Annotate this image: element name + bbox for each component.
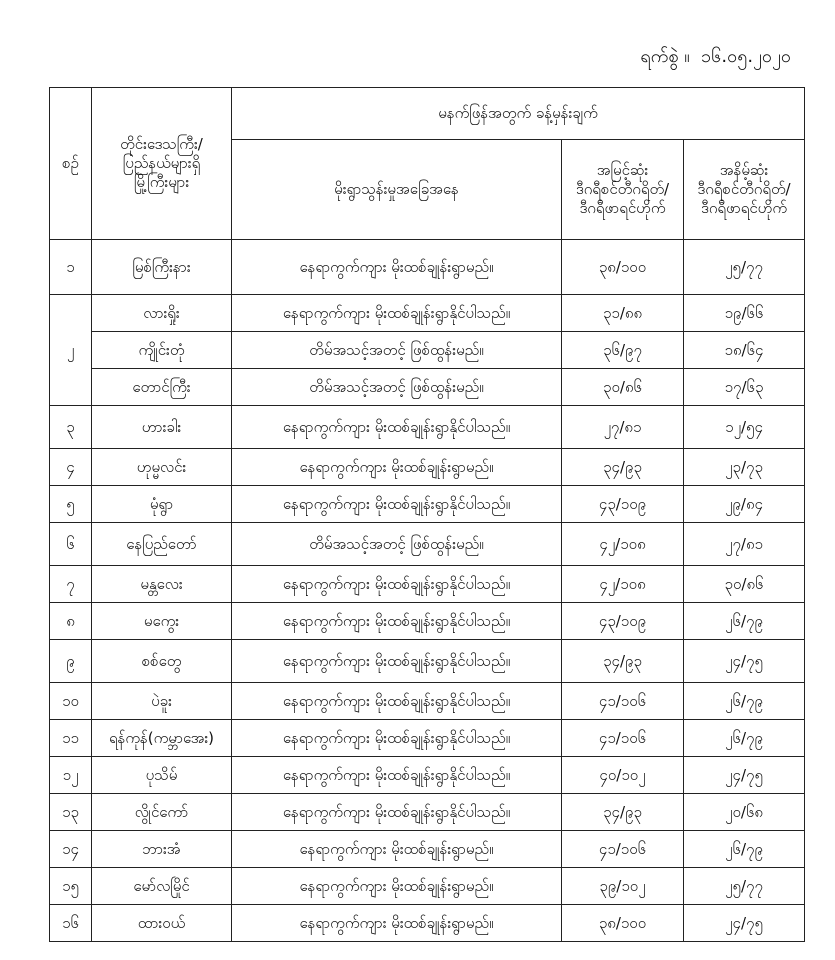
header-min-line-2: ဒီဂရီစင်တီဂရိတ်/	[697, 180, 791, 199]
cell-min-temp: ၂၀/၆၈	[684, 794, 805, 831]
cell-rain-condition: တိမ်အသင့်အတင့် ဖြစ်ထွန်းမည်။	[232, 332, 562, 369]
cell-rain-condition: နေရာကွက်ကျား မိုးထစ်ချုန်းရွာမည်။	[232, 831, 562, 868]
table-row	[50, 486, 805, 523]
cell-rain-condition: နေရာကွက်ကျား မိုးထစ်ချုန်းရွာနိုင်ပါသည်။	[232, 486, 562, 523]
cell-max-temp: ၃၀/၈၆	[562, 369, 684, 406]
cell-rain-condition: တိမ်အသင့်အတင့် ဖြစ်ထွန်းမည်။	[232, 369, 562, 406]
cell-city: မြစ်ကြီးနား	[92, 240, 232, 295]
cell-rain-condition: နေရာကွက်ကျား မိုးထစ်ချုန်းရွာမည်။	[232, 240, 562, 295]
header-min-line-3: ဒီဂရီဖာရင်ဟိုက်	[701, 198, 788, 217]
cell-rain-condition: နေရာကွက်ကျား မိုးထစ်ချုန်းရွာနိုင်ပါသည်။	[232, 794, 562, 831]
forecast-table	[49, 87, 805, 942]
cell-rain-condition: နေရာကွက်ကျား မိုးထစ်ချုန်းရွာနိုင်ပါသည်။	[232, 757, 562, 794]
cell-city: မုံရွာ	[92, 486, 232, 523]
table-row	[50, 566, 805, 603]
cell-max-temp: ၃၆/၉၇	[562, 332, 684, 369]
cell-rain-condition: တိမ်အသင့်အတင့် ဖြစ်ထွန်းမည်။	[232, 523, 562, 566]
cell-city: ဟုမ္မလင်း	[92, 449, 232, 486]
cell-city: နေပြည်တော်	[92, 523, 232, 566]
cell-max-temp: ၃၈/၁၀၀	[562, 240, 684, 295]
date-label: ရက်စွဲ ။	[640, 46, 690, 67]
cell-rain-condition: နေရာကွက်ကျား မိုးထစ်ချုန်းရွာမည်။	[232, 868, 562, 905]
cell-city: ဟားခါး	[92, 406, 232, 449]
cell-city: စစ်တွေ	[92, 640, 232, 683]
cell-serial-no: ၄	[50, 449, 92, 486]
cell-city: တောင်ကြီး	[92, 369, 232, 406]
cell-serial-no: ၇	[50, 566, 92, 603]
cell-min-temp: ၂၄/၇၅	[684, 757, 805, 794]
cell-serial-no: ၁၀	[50, 683, 92, 720]
cell-max-temp: ၃၁/၈၈	[562, 295, 684, 332]
cell-city: ပဲခူး	[92, 683, 232, 720]
cell-max-temp: ၃၄/၉၃	[562, 794, 684, 831]
header-max-line-2: ဒီဂရီစင်တီဂရိတ်/	[575, 180, 670, 199]
cell-min-temp: ၂၄/၇၅	[684, 905, 805, 942]
cell-rain-condition: နေရာကွက်ကျား မိုးထစ်ချုန်းရွာနိုင်ပါသည်။	[232, 406, 562, 449]
cell-city: လွိုင်ကော်	[92, 794, 232, 831]
cell-max-temp: ၃၄/၉၃	[562, 449, 684, 486]
cell-serial-no: ၈	[50, 603, 92, 640]
cell-max-temp: ၄၁/၁၀၆	[562, 720, 684, 757]
cell-min-temp: ၂၉/၈၄	[684, 486, 805, 523]
cell-min-temp: ၁၉/၆၆	[684, 295, 805, 332]
cell-max-temp: ၄၂/၁၀၈	[562, 566, 684, 603]
header-city-line-1: တိုင်းဒေသကြီး/	[120, 135, 203, 154]
cell-city: မန္တလေး	[92, 566, 232, 603]
cell-rain-condition: နေရာကွက်ကျား မိုးထစ်ချုန်းရွာနိုင်ပါသည်။	[232, 566, 562, 603]
cell-max-temp: ၃၈/၁၀၀	[562, 905, 684, 942]
header-city	[92, 88, 232, 240]
table-row	[50, 603, 805, 640]
cell-city: ပုသိမ်	[92, 757, 232, 794]
forecast-table-body	[50, 240, 805, 942]
cell-city: မကွေး	[92, 603, 232, 640]
cell-min-temp: ၂၆/၇၉	[684, 603, 805, 640]
cell-max-temp: ၂၇/၈၁	[562, 406, 684, 449]
table-row	[50, 369, 805, 406]
table-row	[50, 683, 805, 720]
cell-serial-no: ၁၅	[50, 868, 92, 905]
table-row	[50, 868, 805, 905]
cell-min-temp: ၁၂/၅၄	[684, 406, 805, 449]
cell-rain-condition: နေရာကွက်ကျား မိုးထစ်ချုန်းရွာနိုင်ပါသည်။	[232, 295, 562, 332]
table-row	[50, 240, 805, 295]
cell-min-temp: ၁၈/၆၄	[684, 332, 805, 369]
cell-min-temp: ၂၄/၇၅	[684, 640, 805, 683]
cell-city: ဘားအံ	[92, 831, 232, 868]
cell-max-temp: ၃၄/၉၃	[562, 640, 684, 683]
cell-serial-no: ၆	[50, 523, 92, 566]
header-min-line-1: အနိမ့်ဆုံး	[719, 161, 769, 180]
cell-serial-no: ၁၆	[50, 905, 92, 942]
table-row	[50, 831, 805, 868]
header-max-temp	[562, 140, 684, 240]
cell-max-temp: ၄၃/၁၀၉	[562, 603, 684, 640]
cell-min-temp: ၂၇/၈၁	[684, 523, 805, 566]
header-forecast-group: မနက်ဖြန်အတွက် ခန့်မှန်းချက်	[232, 88, 805, 140]
cell-rain-condition: နေရာကွက်ကျား မိုးထစ်ချုန်းရွာမည်။	[232, 905, 562, 942]
cell-max-temp: ၄၂/၁၀၈	[562, 523, 684, 566]
table-row	[50, 332, 805, 369]
cell-min-temp: ၂၆/၇၉	[684, 720, 805, 757]
cell-max-temp: ၄၃/၁၀၉	[562, 486, 684, 523]
cell-serial-no: ၁၂	[50, 757, 92, 794]
date-value: ၁၆.၀၅.၂၀၂၀	[701, 46, 791, 67]
cell-city: မော်လမြိုင်	[92, 868, 232, 905]
cell-city: ကျိုင်းတုံ	[92, 332, 232, 369]
table-row	[50, 757, 805, 794]
header-city-line-2: ပြည်နယ်များရှိ	[122, 154, 201, 173]
header-serial-no: စဉ်	[50, 88, 92, 240]
cell-min-temp: ၂၆/၇၉	[684, 683, 805, 720]
cell-rain-condition: နေရာကွက်ကျား မိုးထစ်ချုန်းရွာနိုင်ပါသည်။	[232, 683, 562, 720]
cell-rain-condition: နေရာကွက်ကျား မိုးထစ်ချုန်းရွာနိုင်ပါသည်။	[232, 640, 562, 683]
cell-min-temp: ၁၇/၆၃	[684, 369, 805, 406]
table-row	[50, 523, 805, 566]
table-row	[50, 794, 805, 831]
cell-max-temp: ၄၀/၁၀၂	[562, 757, 684, 794]
cell-serial-no: ၉	[50, 640, 92, 683]
cell-city: ထားဝယ်	[92, 905, 232, 942]
cell-serial-no: ၅	[50, 486, 92, 523]
cell-serial-no: ၁၄	[50, 831, 92, 868]
cell-serial-no: ၁၃	[50, 794, 92, 831]
cell-min-temp: ၂၅/၇၇	[684, 868, 805, 905]
table-row	[50, 406, 805, 449]
cell-serial-no: ၃	[50, 406, 92, 449]
cell-rain-condition: နေရာကွက်ကျား မိုးထစ်ချုန်းရွာနိုင်ပါသည်။	[232, 720, 562, 757]
cell-serial-no: ၁	[50, 240, 92, 295]
cell-max-temp: ၄၁/၁၀၆	[562, 831, 684, 868]
cell-serial-no: ၂	[50, 295, 92, 406]
cell-city: လားရှိုး	[92, 295, 232, 332]
cell-min-temp: ၃၀/၈၆	[684, 566, 805, 603]
cell-min-temp: ၂၃/၇၃	[684, 449, 805, 486]
table-row	[50, 905, 805, 942]
table-row	[50, 449, 805, 486]
header-city-line-3: မြို့ကြီးများ	[133, 172, 190, 191]
cell-max-temp: ၃၉/၁၀၂	[562, 868, 684, 905]
cell-max-temp: ၄၁/၁၀၆	[562, 683, 684, 720]
table-row	[50, 640, 805, 683]
date-line	[640, 44, 791, 71]
cell-min-temp: ၂၅/၇၇	[684, 240, 805, 295]
cell-rain-condition: နေရာကွက်ကျား မိုးထစ်ချုန်းရွာမည်။	[232, 449, 562, 486]
cell-city: ရန်ကုန်(ကမ္ဘာအေး)	[92, 720, 232, 757]
cell-serial-no: ၁၁	[50, 720, 92, 757]
header-rain-condition: မိုးရွာသွန်းမှုအခြေအနေ	[232, 140, 562, 240]
header-min-temp	[684, 140, 805, 240]
table-row	[50, 295, 805, 332]
cell-rain-condition: နေရာကွက်ကျား မိုးထစ်ချုန်းရွာနိုင်ပါသည်။	[232, 603, 562, 640]
header-max-line-3: ဒီဂရီဖာရင်ဟိုက်	[579, 198, 666, 217]
cell-min-temp: ၂၆/၇၉	[684, 831, 805, 868]
table-row	[50, 720, 805, 757]
header-max-line-1: အမြင့်ဆုံး	[596, 161, 649, 180]
